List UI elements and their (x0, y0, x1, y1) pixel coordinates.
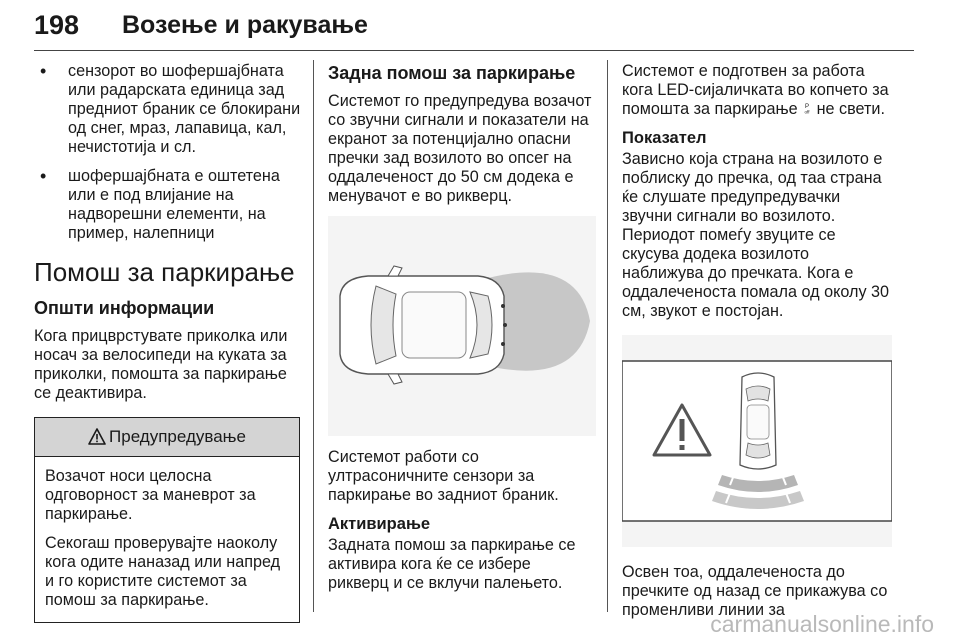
intro-paragraph: Системот го предупредува возачот со звучни сигнали и показатели на екранот за потенцијално опасни пречки зад возилото во опсег на оддалеченост до 50 см додека е менувачот е во рикверц. (328, 92, 592, 205)
warning-body (35, 457, 299, 622)
bullet-list (34, 62, 302, 243)
warning-box (34, 417, 300, 623)
display-parking-warning-illustration (622, 335, 892, 547)
section-title: Помош за паркирање (34, 257, 295, 287)
warning-paragraph: Секогаш проверувајте наоколу кога одите наназад или напред и го користите системот за помош за паркирање. (45, 534, 281, 609)
warning-paragraph: Возачот носи целосна одговорност за маневрот за паркирање. (45, 467, 256, 523)
section-heading: Задна помош за паркирање (328, 63, 576, 83)
warning-triangle-icon (88, 428, 106, 445)
intro-paragraph: Кога прицврстувате приколка или носач за велосипеди на куката за приколки, помошта за паркирање се деактивира. (34, 327, 288, 402)
column-2 (328, 62, 596, 603)
chapter-title: Возење и ракување (122, 11, 368, 39)
column-divider-2 (607, 60, 608, 612)
subsection-title: Општи информации (34, 298, 215, 318)
ready-paragraph (622, 62, 892, 119)
svg-text:P: P (805, 104, 810, 110)
column-divider-1 (313, 60, 314, 612)
distance-paragraph: Освен тоа, оддалеченоста до пречките од назад се прикажува со променливи линии за (622, 563, 888, 619)
parking-assist-off-icon (802, 102, 812, 114)
header-rule (34, 50, 914, 51)
list-item: • сензорот во шофершајбната или радарската единица зад предниот браник се блокирани од снег, мраз, лапавица, кал, нечистотија и сл. (34, 62, 302, 157)
warning-title: Предупредување (109, 427, 246, 446)
svg-text:off: off (804, 109, 810, 114)
column-3 (622, 62, 892, 630)
activation-heading: Активирање (328, 515, 431, 533)
column-1 (34, 62, 302, 623)
indicator-heading: Показател (622, 129, 707, 147)
car-rear-sensor-zone-illustration (328, 216, 596, 436)
activation-paragraph: Задната помош за паркирање се активира кога ќе се избере рикверц и се вклучи палењето. (328, 536, 576, 592)
ready-text-end: не свети. (812, 100, 885, 118)
page-header (34, 10, 914, 50)
indicator-paragraph: Зависно која страна на возилото е поблиску до пречка, од таа страна ќе слушате предупредувачки звучни сигнали во возилото. Периодот помеѓу звуците се скусува додека возилото наближува до пречката. Кога е оддалеченоста помала од околу 30 см, звукот е постојан. (622, 150, 890, 320)
list-item: • шофершајбната е оштетена или е под влијание на надворешни елементи, на пример, налепници (34, 167, 302, 243)
ready-text: Системот е подготвен за работа кога LED-сијаличката во копчето за помошта за паркирање (622, 62, 889, 118)
watermark: carmanualsonline.info (710, 611, 934, 637)
page-number: 198 (34, 10, 80, 40)
figure-caption: Системот работи со ултрасоничните сензори за паркирање во задниот браник. (328, 448, 559, 504)
warning-header (35, 418, 299, 457)
